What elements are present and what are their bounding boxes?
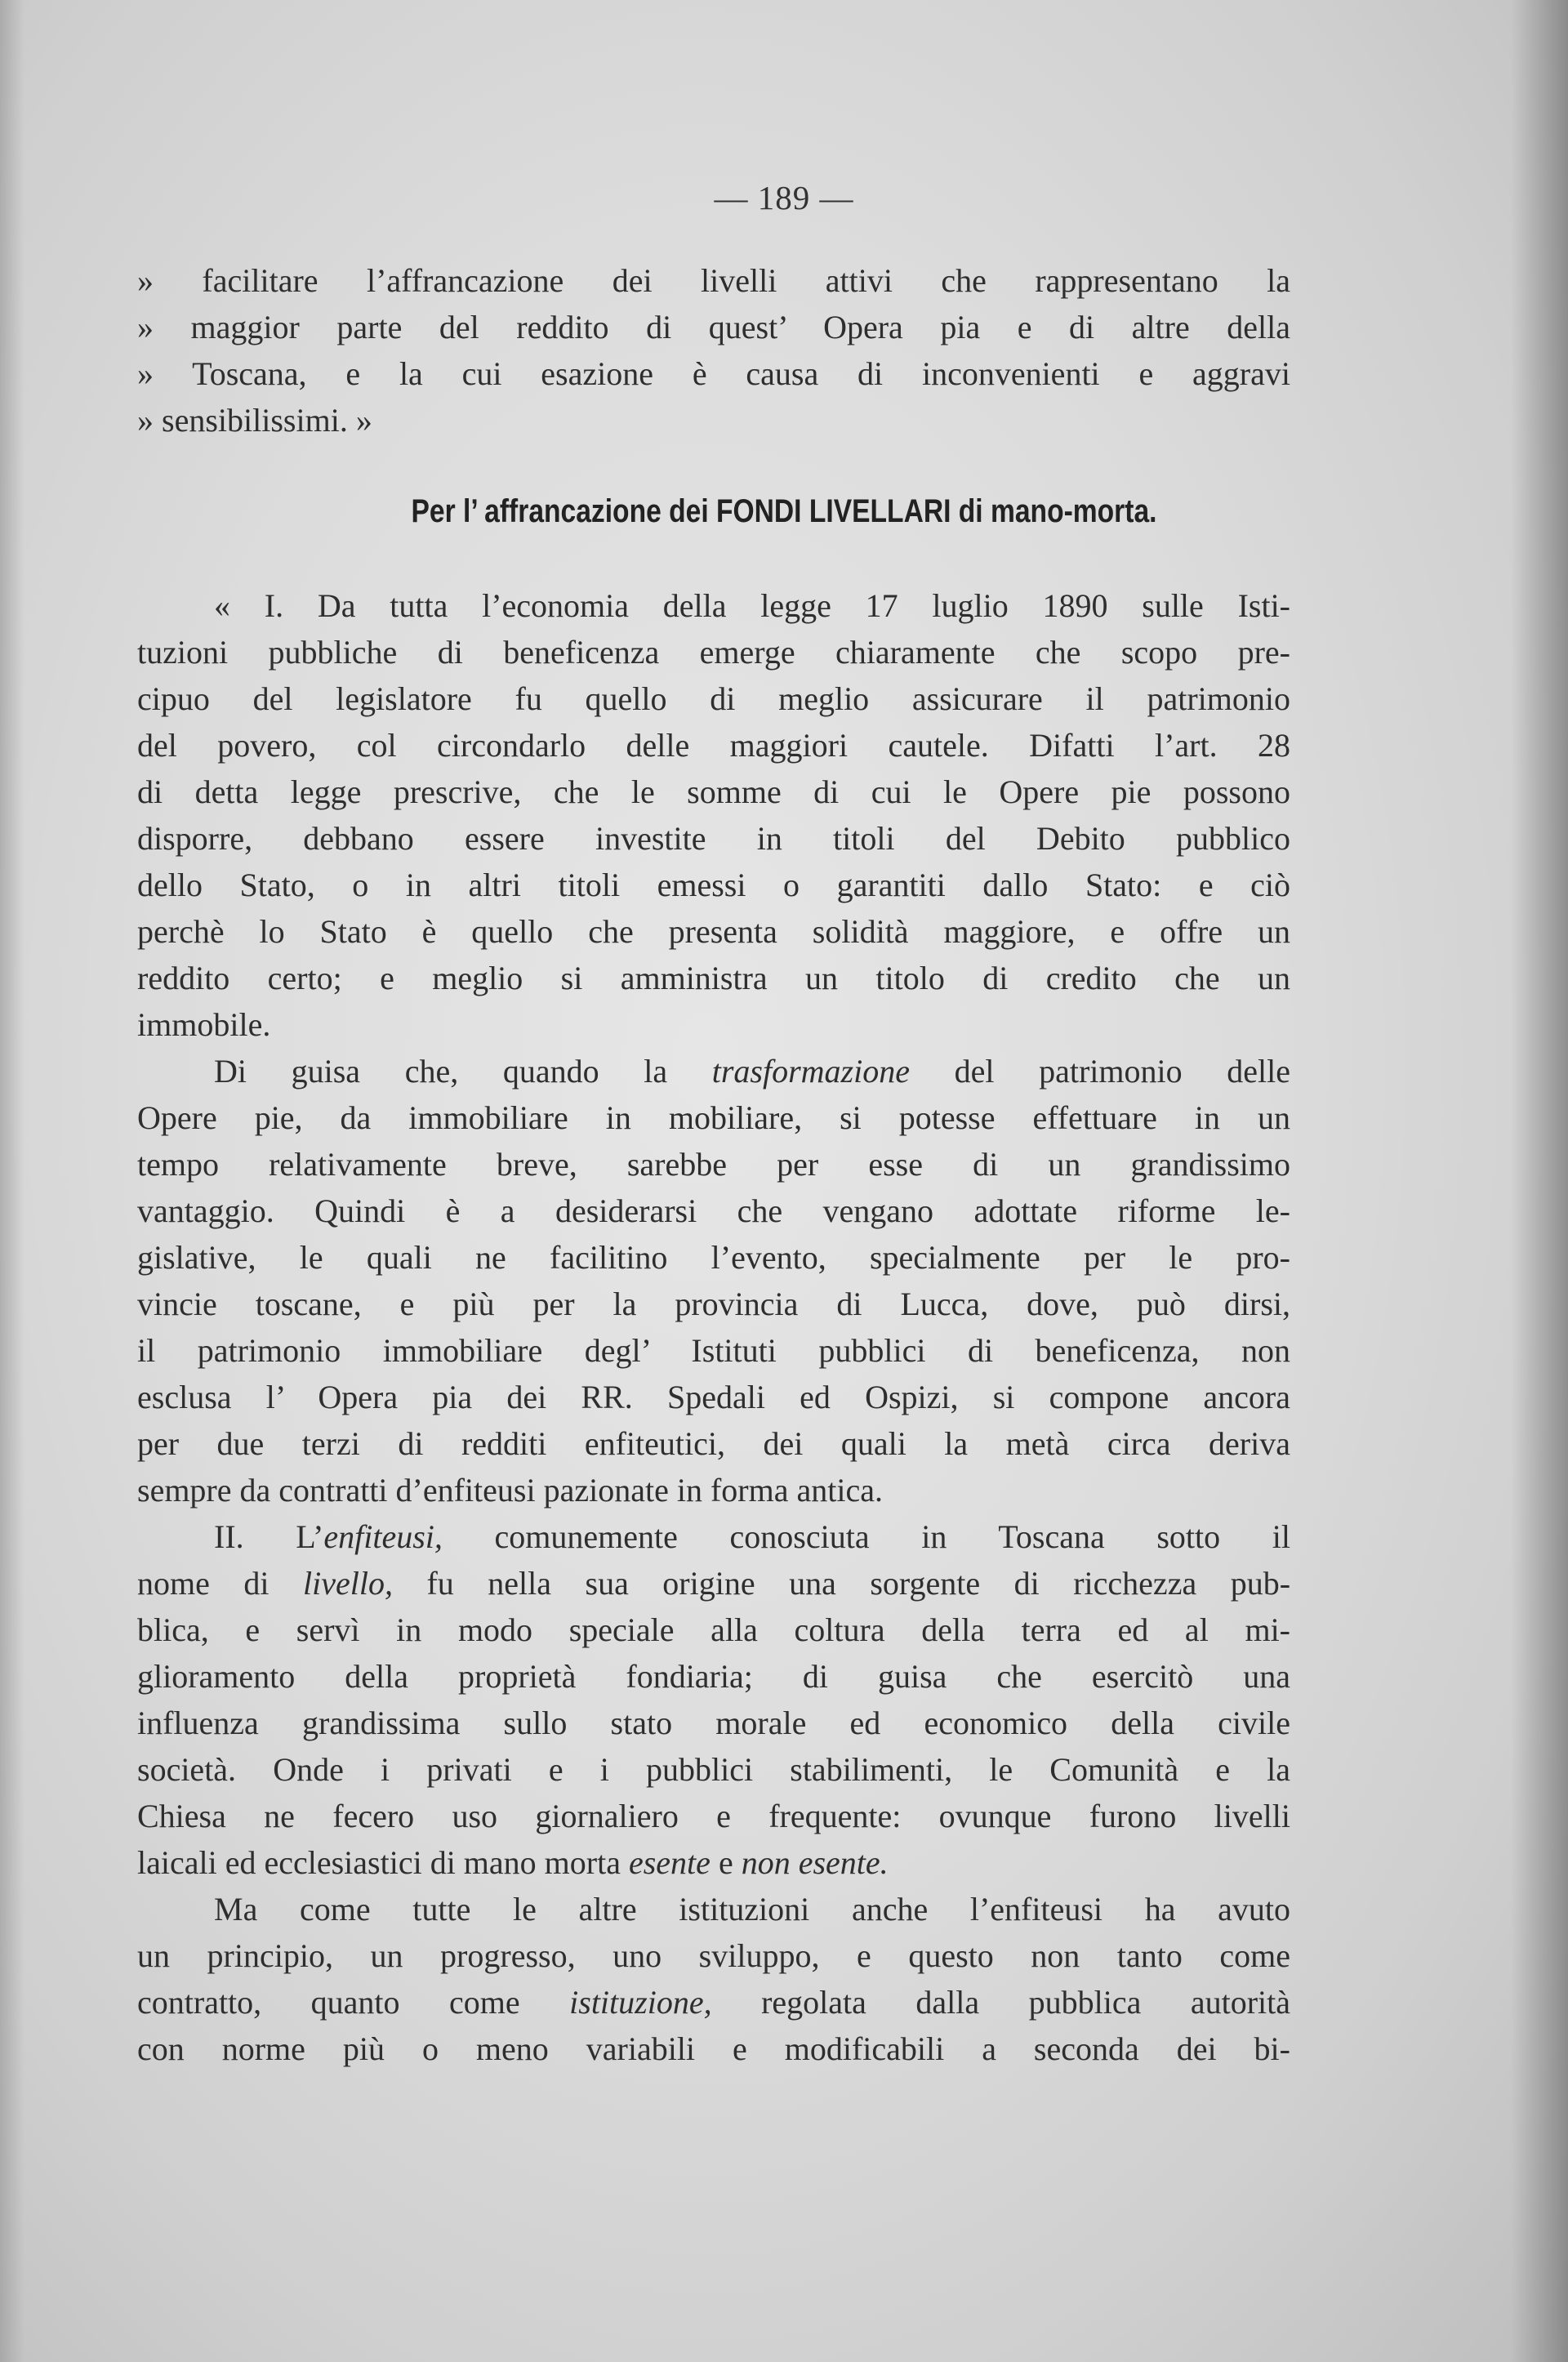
paragraph-line: reddito certo; e meglio si amministra un titolo di credito che un: [137, 960, 1290, 996]
paragraph-line: Opere pie, da immobiliare in mobiliare, si potesse effettuare in un: [137, 1099, 1290, 1136]
text-run: Di guisa che, quando la: [214, 1053, 668, 1090]
italic-term: trasformazione: [711, 1053, 910, 1090]
paragraph-line: influenza grandissima sullo stato morale ed economico della civile: [137, 1705, 1290, 1741]
paragraph-line: sempre da contratti d’enfiteusi pazionate in forma antica.: [137, 1472, 883, 1509]
paragraph-line: tempo relativamente breve, sarebbe per esse di un grandissimo: [137, 1146, 1290, 1183]
italic-term: esente: [628, 1844, 710, 1881]
paragraph-line: del povero, col circondarlo delle maggiori cautele. Difatti l’art. 28: [137, 727, 1290, 764]
paragraph-line: un principio, un progresso, uno sviluppo, e questo non tanto come: [137, 1937, 1290, 1974]
italic-term: non esente.: [741, 1844, 889, 1881]
paragraph-line: vincie toscane, e più per la provincia di Lucca, dove, può dirsi,: [137, 1286, 1290, 1322]
text-run: del patrimonio delle: [954, 1053, 1291, 1090]
paragraph-line: cipuo del legislatore fu quello di meglio assicurare il patrimonio: [137, 680, 1290, 717]
page-right-shadow: [1511, 0, 1568, 2362]
text-run: fu nella sua origine una sorgente di ricchezza pub-: [426, 1565, 1291, 1602]
paragraph-line: glioramento della proprietà fondiaria; di guisa che esercitò una: [137, 1658, 1290, 1695]
page-left-shadow: [0, 0, 24, 2362]
paragraph-line: [214, 1050, 1290, 1093]
paragraph-line: Ma come tutte le altre istituzioni anche l’enfiteusi ha avuto: [214, 1891, 1290, 1927]
text-run: comunemente conosciuta in Toscana sotto il: [494, 1518, 1290, 1555]
paragraph-line: esclusa l’ Opera pia dei RR. Spedali ed Ospizi, si compone ancora: [137, 1379, 1290, 1415]
quote-line: » facilitare l’affrancazione dei livelli attivi che rappresentano la: [137, 262, 1290, 299]
paragraph-line: [137, 1981, 1290, 2024]
paragraph-line: [137, 1842, 1290, 1884]
paragraph-line: per due terzi di redditi enfiteutici, dei quali la metà circa deriva: [137, 1425, 1290, 1462]
text-run: laicali ed ecclesiastici di mano morta: [137, 1844, 621, 1881]
paragraph-line: società. Onde i privati e i pubblici stabilimenti, le Comunità e la: [137, 1751, 1290, 1788]
quote-line: » sensibilissimi. »: [137, 402, 372, 439]
paragraph-line: di detta legge prescrive, che le somme di cui le Opere pie possono: [137, 773, 1290, 810]
text-run: nome di: [137, 1565, 270, 1602]
text-run: contratto, quanto come: [137, 1984, 520, 2021]
text-run: regolata dalla pubblica autorità: [761, 1984, 1291, 2021]
paragraph-line: blica, e servì in modo speciale alla coltura della terra ed al mi-: [137, 1611, 1290, 1648]
italic-term: enfiteusi,: [323, 1518, 443, 1555]
paragraph-line: disporre, debbano essere investite in titoli del Debito pubblico: [137, 820, 1290, 857]
page-number: — 189 —: [714, 179, 854, 216]
paragraph-line: dello Stato, o in altri titoli emessi o garantiti dallo Stato: e ciò: [137, 867, 1290, 903]
paragraph-line: perchè lo Stato è quello che presenta solidità maggiore, e offre un: [137, 913, 1290, 950]
italic-term: istituzione,: [569, 1984, 712, 2021]
paragraph-line: Chiesa ne fecero uso giornaliero e frequente: ovunque furono livelli: [137, 1798, 1290, 1834]
paragraph-line: gislative, le quali ne facilitino l’evento, specialmente per le pro-: [137, 1239, 1290, 1276]
paragraph-line: vantaggio. Quindi è a desiderarsi che vengano adottate riforme le-: [137, 1192, 1290, 1229]
paragraph-line: immobile.: [137, 1006, 271, 1043]
paragraph-line: con norme più o meno variabili e modificabili a seconda dei bi-: [137, 2030, 1290, 2067]
paragraph-line: tuzioni pubbliche di beneficenza emerge chiaramente che scopo pre-: [137, 634, 1290, 671]
text-run: II. L’: [214, 1518, 324, 1555]
paragraph-line: il patrimonio immobiliare degl’ Istituti pubblici di beneficenza, non: [137, 1332, 1290, 1369]
paragraph-line: [137, 1562, 1290, 1605]
text-run: e: [718, 1844, 733, 1881]
italic-term: livello,: [302, 1565, 393, 1602]
quote-line: » maggior parte del reddito di quest’ Opera pia e di altre della: [137, 309, 1290, 345]
quote-line: » Toscana, e la cui esazione è causa di inconvenienti e aggravi: [137, 355, 1290, 392]
section-heading: Per l’ affrancazione dei FONDI LIVELLARI di mano-morta.: [411, 493, 1157, 529]
paragraph-line: « I. Da tutta l’economia della legge 17 luglio 1890 sulle Isti-: [214, 587, 1290, 624]
paragraph-line: [214, 1516, 1290, 1558]
